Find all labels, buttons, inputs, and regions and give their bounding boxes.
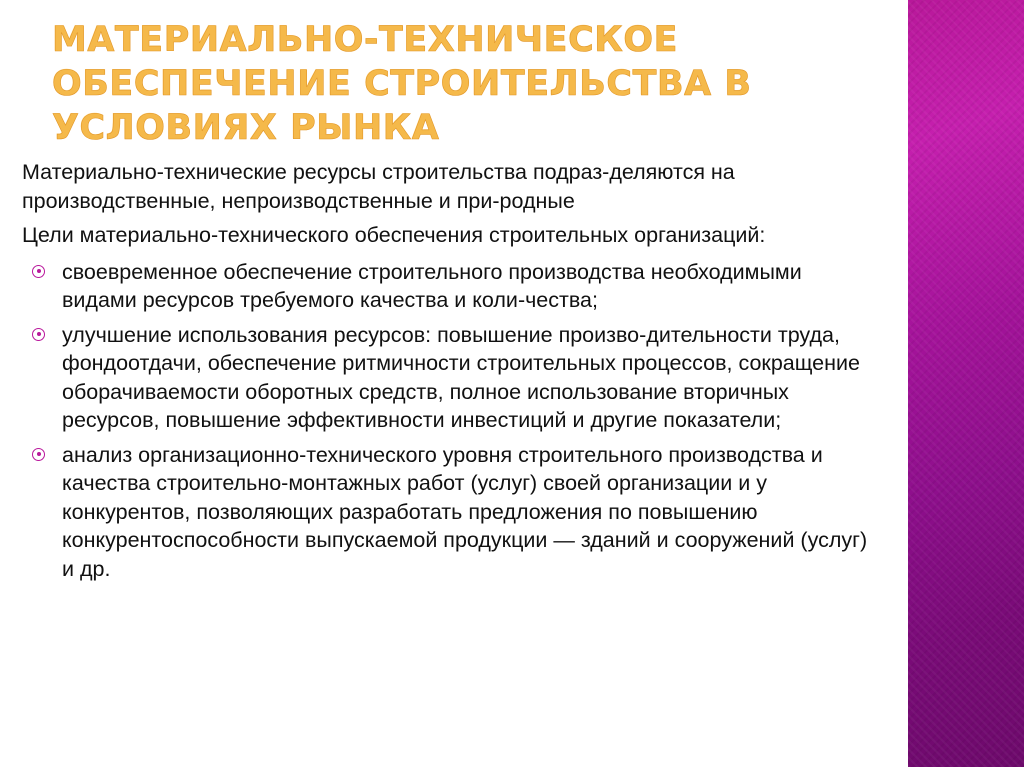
goals-bullet-list bbox=[18, 258, 882, 584]
intro-paragraph-1: Материально-технические ресурсы строительства подраз-деляются на производственные, непроизводственные и при-родные bbox=[22, 160, 735, 213]
page-title: МАТЕРИАЛЬНО-ТЕХНИЧЕСКОЕ ОБЕСПЕЧЕНИЕ СТРОИТЕЛЬСТВА В УСЛОВИЯХ РЫНКА bbox=[52, 20, 752, 148]
intro-paragraph-2: Цели материально-технического обеспечения строительных организаций: bbox=[22, 223, 766, 247]
bullet-circle-icon bbox=[32, 265, 45, 278]
list-item bbox=[18, 441, 882, 584]
list-item-text: своевременное обеспечение строительного производства необходимыми видами ресурсов требуемого качества и коли-чества; bbox=[62, 259, 802, 312]
bullet-circle-icon bbox=[32, 448, 45, 461]
list-item bbox=[18, 321, 882, 435]
bullet-circle-icon bbox=[32, 328, 45, 341]
list-item-text: анализ организационно-технического уровня строительного производства и качества строительно-монтажных работ (услуг) своей организации и у конкурентов, позволяющих разработать предложения по повышению конкурентоспособности выпускаемой продукции — зданий и сооружений (услуг) и др. bbox=[62, 442, 868, 581]
list-item bbox=[18, 258, 882, 315]
decorative-side-band bbox=[908, 0, 1024, 767]
list-item-text: улучшение использования ресурсов: повышение произво-дительности труда, фондоотдачи, обеспечение ритмичности строительных процессов, сокращение оборачиваемости оборотных средств, полное использование вторичных ресурсов, повышение эффективности инвестиций и другие показатели; bbox=[62, 322, 860, 432]
